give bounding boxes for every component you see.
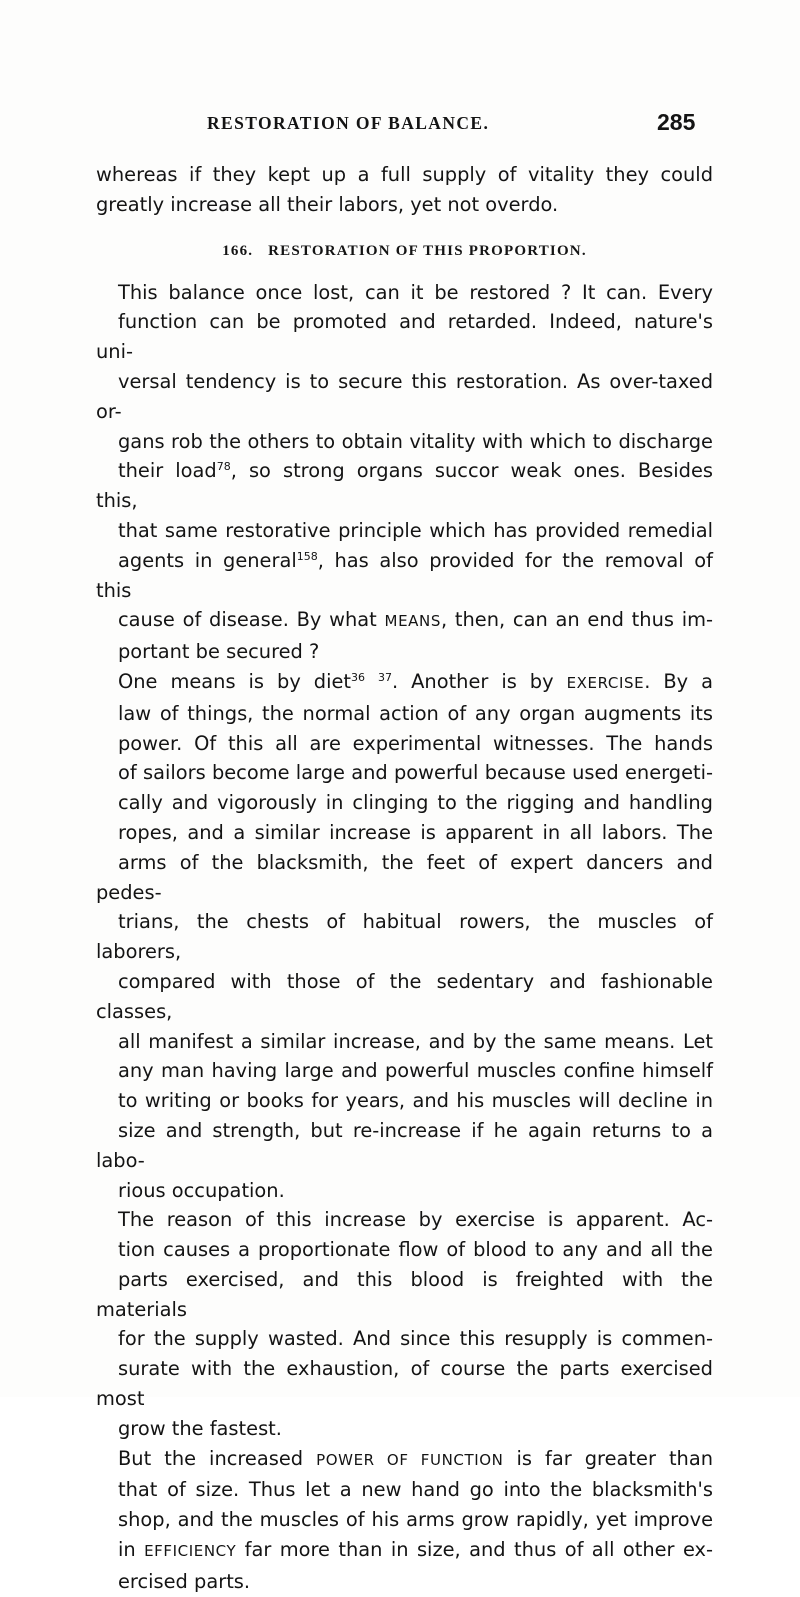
text-line: rious occupation. xyxy=(118,1178,285,1202)
text-fragment: their load xyxy=(118,459,217,483)
text-line: tion causes a proportionate flow of blood to any and all the xyxy=(118,1238,713,1262)
text-line: portant be secured ? xyxy=(118,640,320,664)
text-line: compared with those of the sedentary and fashionable classes, xyxy=(96,969,713,1023)
text-fragment: One means is by diet xyxy=(118,669,352,693)
text-line: arms of the blacksmith, the feet of expert dancers and pedes- xyxy=(96,850,713,904)
text-line: power. Of this all are experimental witnesses. The hands xyxy=(118,731,713,755)
text-fragment: . Another is by xyxy=(392,669,554,693)
text-line: shop, and the muscles of his arms grow rapidly, yet improve xyxy=(118,1508,713,1532)
text-fragment: , so strong organs succor weak ones. Besides this, xyxy=(96,459,713,513)
page-number: 285 xyxy=(657,109,696,135)
text-line: surate with the exhaustion, of course the parts exercised most xyxy=(96,1357,713,1411)
text-line: greatly increase all their labors, yet not overdo. xyxy=(96,192,559,216)
text-fragment: agents in general xyxy=(118,548,297,572)
section-number: 166. xyxy=(222,242,254,259)
footnote-ref: 36 xyxy=(351,670,366,684)
text-line: that of size. Thus let a new hand go into the blacksmith's xyxy=(118,1478,713,1502)
text-fragment: , then, can an end thus im- xyxy=(440,608,713,632)
text-fragment: , has also provided for the removal of this xyxy=(96,548,713,602)
small-caps-term: POWER OF FUNCTION xyxy=(316,1450,504,1469)
text-line: gans rob the others to obtain vitality with which to discharge xyxy=(118,429,713,453)
text-line: parts exercised, and this blood is freighted with the materials xyxy=(96,1267,713,1321)
text-line: ercised parts. xyxy=(118,1569,251,1593)
text-line: of sailors become large and powerful because used energeti- xyxy=(118,761,713,785)
text-line xyxy=(96,605,713,637)
text-line: grow the fastest. xyxy=(118,1416,282,1440)
small-caps-term: EFFICIENCY xyxy=(144,1542,237,1561)
small-caps-term: EXERCISE xyxy=(566,673,645,692)
footnote-ref: 158 xyxy=(296,549,318,563)
text-line: This balance once lost, can it be restored ? It can. Every xyxy=(118,280,713,304)
text-line: trians, the chests of habitual rowers, the muscles of laborers, xyxy=(96,910,713,964)
paragraph-continuation xyxy=(96,160,713,220)
paragraph xyxy=(96,1205,713,1443)
text-line: any man having large and powerful muscles confine himself xyxy=(118,1059,713,1083)
text-fragment: far more than in size, and thus of all other ex- xyxy=(244,1538,713,1562)
text-line: to writing or books for years, and his muscles will decline in xyxy=(118,1089,713,1113)
running-head-title: RESTORATION OF BALANCE. xyxy=(207,113,490,133)
paragraph xyxy=(96,278,713,667)
text-line: ropes, and a similar increase is apparent in all labors. The xyxy=(118,820,713,844)
text-line xyxy=(96,546,713,606)
footnote-ref: 37 xyxy=(378,670,392,684)
text-line: versal tendency is to secure this restoration. As over-taxed or- xyxy=(96,369,713,423)
paragraph xyxy=(96,1444,713,1597)
text-fragment: is far greater than xyxy=(516,1446,714,1470)
text-line: that same restorative principle which has provided remedial xyxy=(118,518,713,542)
paragraph xyxy=(96,667,713,1205)
section-heading xyxy=(96,240,713,262)
text-line xyxy=(96,1444,713,1476)
text-line: law of things, the normal action of any organ augments its xyxy=(118,701,713,725)
body-text xyxy=(96,160,713,1597)
text-line: whereas if they kept up a full supply of vitality they could xyxy=(96,163,713,186)
text-line xyxy=(96,1535,713,1567)
text-fragment: in xyxy=(118,1538,136,1562)
section-title: RESTORATION OF THIS PROPORTION. xyxy=(268,242,587,259)
text-line xyxy=(96,667,713,699)
text-fragment: cause of disease. By what xyxy=(118,608,377,632)
text-line: The reason of this increase by exercise is apparent. Ac- xyxy=(118,1208,713,1232)
text-line xyxy=(96,456,713,516)
running-head xyxy=(0,109,800,143)
text-line: for the supply wasted. And since this resupply is commen- xyxy=(118,1327,713,1351)
text-fragment: But the increased xyxy=(118,1446,304,1470)
text-line: function can be promoted and retarded. Indeed, nature's uni- xyxy=(96,310,713,364)
text-fragment: . By a xyxy=(644,669,713,693)
text-line: all manifest a similar increase, and by the same means. Let xyxy=(118,1029,713,1053)
small-caps-term: MEANS xyxy=(384,612,441,631)
text-line: size and strength, but re-increase if he again returns to a labo- xyxy=(96,1118,713,1172)
text-line: cally and vigorously in clinging to the rigging and handling xyxy=(118,791,713,815)
footnote-ref: 78 xyxy=(216,460,231,474)
